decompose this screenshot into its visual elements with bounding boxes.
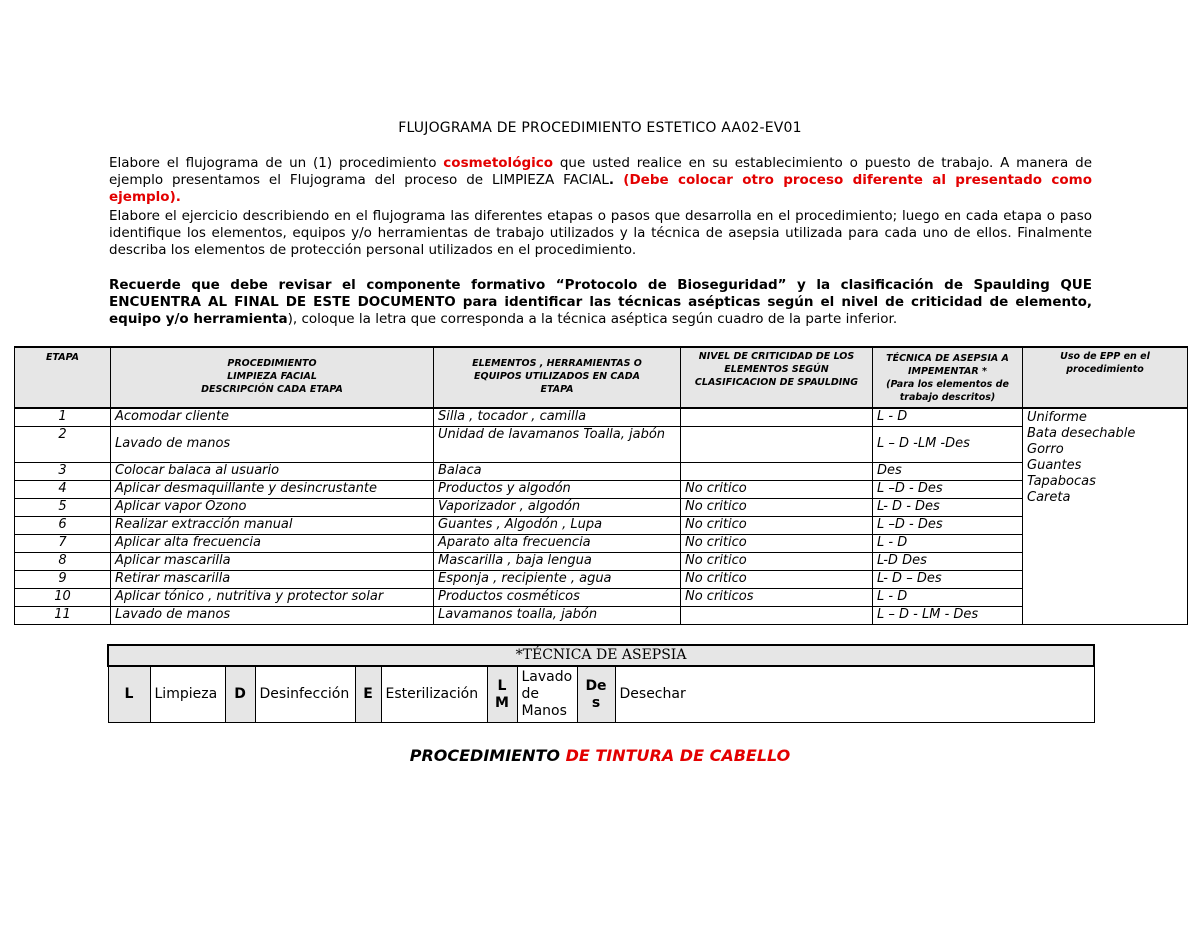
cell-etapa: 7	[15, 534, 111, 552]
intro-text: que usted realice en su establecimiento o puesto de trabajo. A manera de ejemplo presentamos el Flujograma del proceso de LIMPIEZA FACIAL	[109, 155, 1093, 188]
key-label-limpieza: Limpieza	[150, 666, 225, 723]
cell-tecnica: L - D	[873, 588, 1023, 606]
cell-tecnica: L –D - Des	[873, 480, 1023, 498]
epp-item: Gorro	[1027, 442, 1064, 457]
epp-item: Uniforme	[1027, 410, 1087, 425]
table-row	[15, 534, 1188, 552]
epp-item: Bata desechable	[1027, 426, 1136, 441]
cell-nivel	[681, 462, 873, 480]
header-proc-line: PROCEDIMIENTO	[227, 358, 317, 369]
cell-tecnica: L –D - Des	[873, 516, 1023, 534]
key-label-esterilizacion: Esterilización	[381, 666, 487, 723]
header-tec-line: TÉCNICA DE ASEPSIA A IMPEMENTAR *	[886, 353, 1009, 377]
intro-text: ), coloque la letra que corresponda a la técnica aséptica según cuadro de la parte inferior.	[287, 311, 898, 327]
key-label-lavado: Lavado de Manos	[517, 666, 577, 723]
highlight-note: (Debe colocar otro proceso diferente al presentado como ejemplo).	[109, 172, 1092, 205]
epp-item: Tapabocas	[1027, 474, 1096, 489]
epp-item: Careta	[1027, 490, 1071, 505]
header-tec-line: (Para los elementos de trabajo descritos)	[886, 379, 1009, 403]
table-row	[15, 516, 1188, 534]
procedure-name-prefix: PROCEDIMIENTO	[409, 746, 566, 765]
cell-elementos: Esponja , recipiente , agua	[434, 570, 681, 588]
cell-etapa: 6	[15, 516, 111, 534]
key-code-des: Des	[577, 666, 615, 723]
cell-nivel: No critico	[681, 552, 873, 570]
table-row	[15, 498, 1188, 516]
procedure-name-highlight: DE TINTURA DE CABELLO	[565, 746, 791, 765]
highlight-cosmetologico: cosmetológico	[443, 155, 554, 171]
header-procedimiento	[111, 347, 434, 408]
header-proc-line: LIMPIEZA FACIAL	[227, 371, 317, 382]
cell-etapa: 4	[15, 480, 111, 498]
intro-text: Elabore el flujograma de un (1) procedimiento	[109, 155, 444, 171]
cell-tecnica: Des	[873, 462, 1023, 480]
cell-nivel	[681, 606, 873, 624]
cell-tecnica: L – D - LM - Des	[873, 606, 1023, 624]
intro-paragraph-2: Elabore el ejercicio describiendo en el flujograma las diferentes etapas o pasos que desarrolla en el procedimiento; luego en cada etapa o paso identifique los elementos, equipos y/o herramientas de trabajo utilizados y la técnica de asepsia utilizada para cada uno de ellos. Finalmente describa los elementos de protección personal utilizados en el procedimiento.	[109, 208, 1092, 258]
key-code-lm: LM	[487, 666, 517, 723]
table-row	[15, 552, 1188, 570]
cell-nivel	[681, 408, 873, 426]
document-title: FLUJOGRAMA DE PROCEDIMIENTO ESTETICO AA02-EV01	[398, 120, 802, 136]
cell-elementos: Silla , tocador , camilla	[434, 408, 681, 426]
key-label-desinfeccion: Desinfección	[255, 666, 355, 723]
table-row	[15, 462, 1188, 480]
cell-elementos: Vaporizador , algodón	[434, 498, 681, 516]
cell-etapa: 3	[15, 462, 111, 480]
header-proc-line: DESCRIPCIÓN CADA ETAPA	[201, 384, 343, 395]
cell-nivel: No critico	[681, 516, 873, 534]
cell-procedimiento: Realizar extracción manual	[111, 516, 434, 534]
cell-procedimiento: Retirar mascarilla	[111, 570, 434, 588]
cell-tecnica: L- D - Des	[873, 498, 1023, 516]
cell-procedimiento: Aplicar tónico , nutritiva y protector solar	[111, 588, 434, 606]
cell-elementos: Mascarilla , baja lengua	[434, 552, 681, 570]
key-code-l: L	[108, 666, 150, 723]
cell-nivel: No criticos	[681, 588, 873, 606]
key-label-desechar: Desechar	[615, 666, 1094, 723]
cell-elementos: Productos y algodón	[434, 480, 681, 498]
procedure-name	[0, 746, 1200, 765]
cell-tecnica: L-D Des	[873, 552, 1023, 570]
intro-paragraph-3	[109, 277, 1092, 328]
table-row	[15, 588, 1188, 606]
procedure-table	[14, 346, 1188, 625]
table-row	[15, 408, 1188, 426]
asepsia-key-table	[107, 644, 1095, 723]
header-tecnica	[873, 347, 1023, 408]
header-elementos: ELEMENTOS , HERRAMIENTAS O EQUIPOS UTILIZADOS EN CADA ETAPA	[434, 347, 681, 408]
cell-elementos: Unidad de lavamanos Toalla, jabón	[434, 426, 681, 462]
cell-etapa: 8	[15, 552, 111, 570]
cell-elementos: Guantes , Algodón , Lupa	[434, 516, 681, 534]
table-row	[15, 570, 1188, 588]
cell-etapa: 1	[15, 408, 111, 426]
key-code-e: E	[355, 666, 381, 723]
key-code-d: D	[225, 666, 255, 723]
cell-procedimiento: Lavado de manos	[111, 426, 434, 462]
cell-elementos: Balaca	[434, 462, 681, 480]
cell-procedimiento: Aplicar desmaquillante y desincrustante	[111, 480, 434, 498]
cell-tecnica: L- D – Des	[873, 570, 1023, 588]
bold-instruction: Recuerde que debe revisar el componente formativo “Protocolo de Bioseguridad” y la clasificación de Spaulding QUE ENCUENTRA AL FINAL DE ESTE DOCUMENTO para identificar las técnicas asépticas según el nivel de criticidad de elemento, equipo y/o herramienta	[109, 277, 1092, 327]
cell-elementos: Lavamanos toalla, jabón	[434, 606, 681, 624]
cell-tecnica: L - D	[873, 534, 1023, 552]
cell-procedimiento: Aplicar mascarilla	[111, 552, 434, 570]
cell-procedimiento: Lavado de manos	[111, 606, 434, 624]
cell-etapa: 5	[15, 498, 111, 516]
cell-etapa: 10	[15, 588, 111, 606]
cell-etapa: 11	[15, 606, 111, 624]
header-epp: Uso de EPP en el procedimiento	[1023, 347, 1188, 408]
cell-tecnica: L – D -LM -Des	[873, 426, 1023, 462]
header-nivel: NIVEL DE CRITICIDAD DE LOS ELEMENTOS SEGÚN CLASIFICACION DE SPAULDING	[681, 347, 873, 408]
table-row	[15, 606, 1188, 624]
cell-nivel	[681, 426, 873, 462]
header-etapa: ETAPA	[15, 347, 111, 408]
cell-procedimiento: Aplicar vapor Ozono	[111, 498, 434, 516]
cell-elementos: Aparato alta frecuencia	[434, 534, 681, 552]
cell-nivel: No critico	[681, 534, 873, 552]
table-row	[15, 480, 1188, 498]
cell-nivel: No critico	[681, 570, 873, 588]
cell-procedimiento: Colocar balaca al usuario	[111, 462, 434, 480]
intro-paragraph-1	[109, 155, 1092, 206]
cell-nivel: No critico	[681, 480, 873, 498]
cell-tecnica: L - D	[873, 408, 1023, 426]
cell-procedimiento: Aplicar alta frecuencia	[111, 534, 434, 552]
cell-nivel: No critico	[681, 498, 873, 516]
epp-item: Guantes	[1027, 458, 1082, 473]
cell-etapa: 9	[15, 570, 111, 588]
cell-etapa: 2	[15, 426, 111, 462]
cell-procedimiento: Acomodar cliente	[111, 408, 434, 426]
epp-list	[1023, 408, 1188, 624]
intro-dot: .	[608, 172, 614, 188]
cell-elementos: Productos cosméticos	[434, 588, 681, 606]
key-title: *TÉCNICA DE ASEPSIA	[108, 645, 1094, 666]
table-row	[15, 426, 1188, 462]
